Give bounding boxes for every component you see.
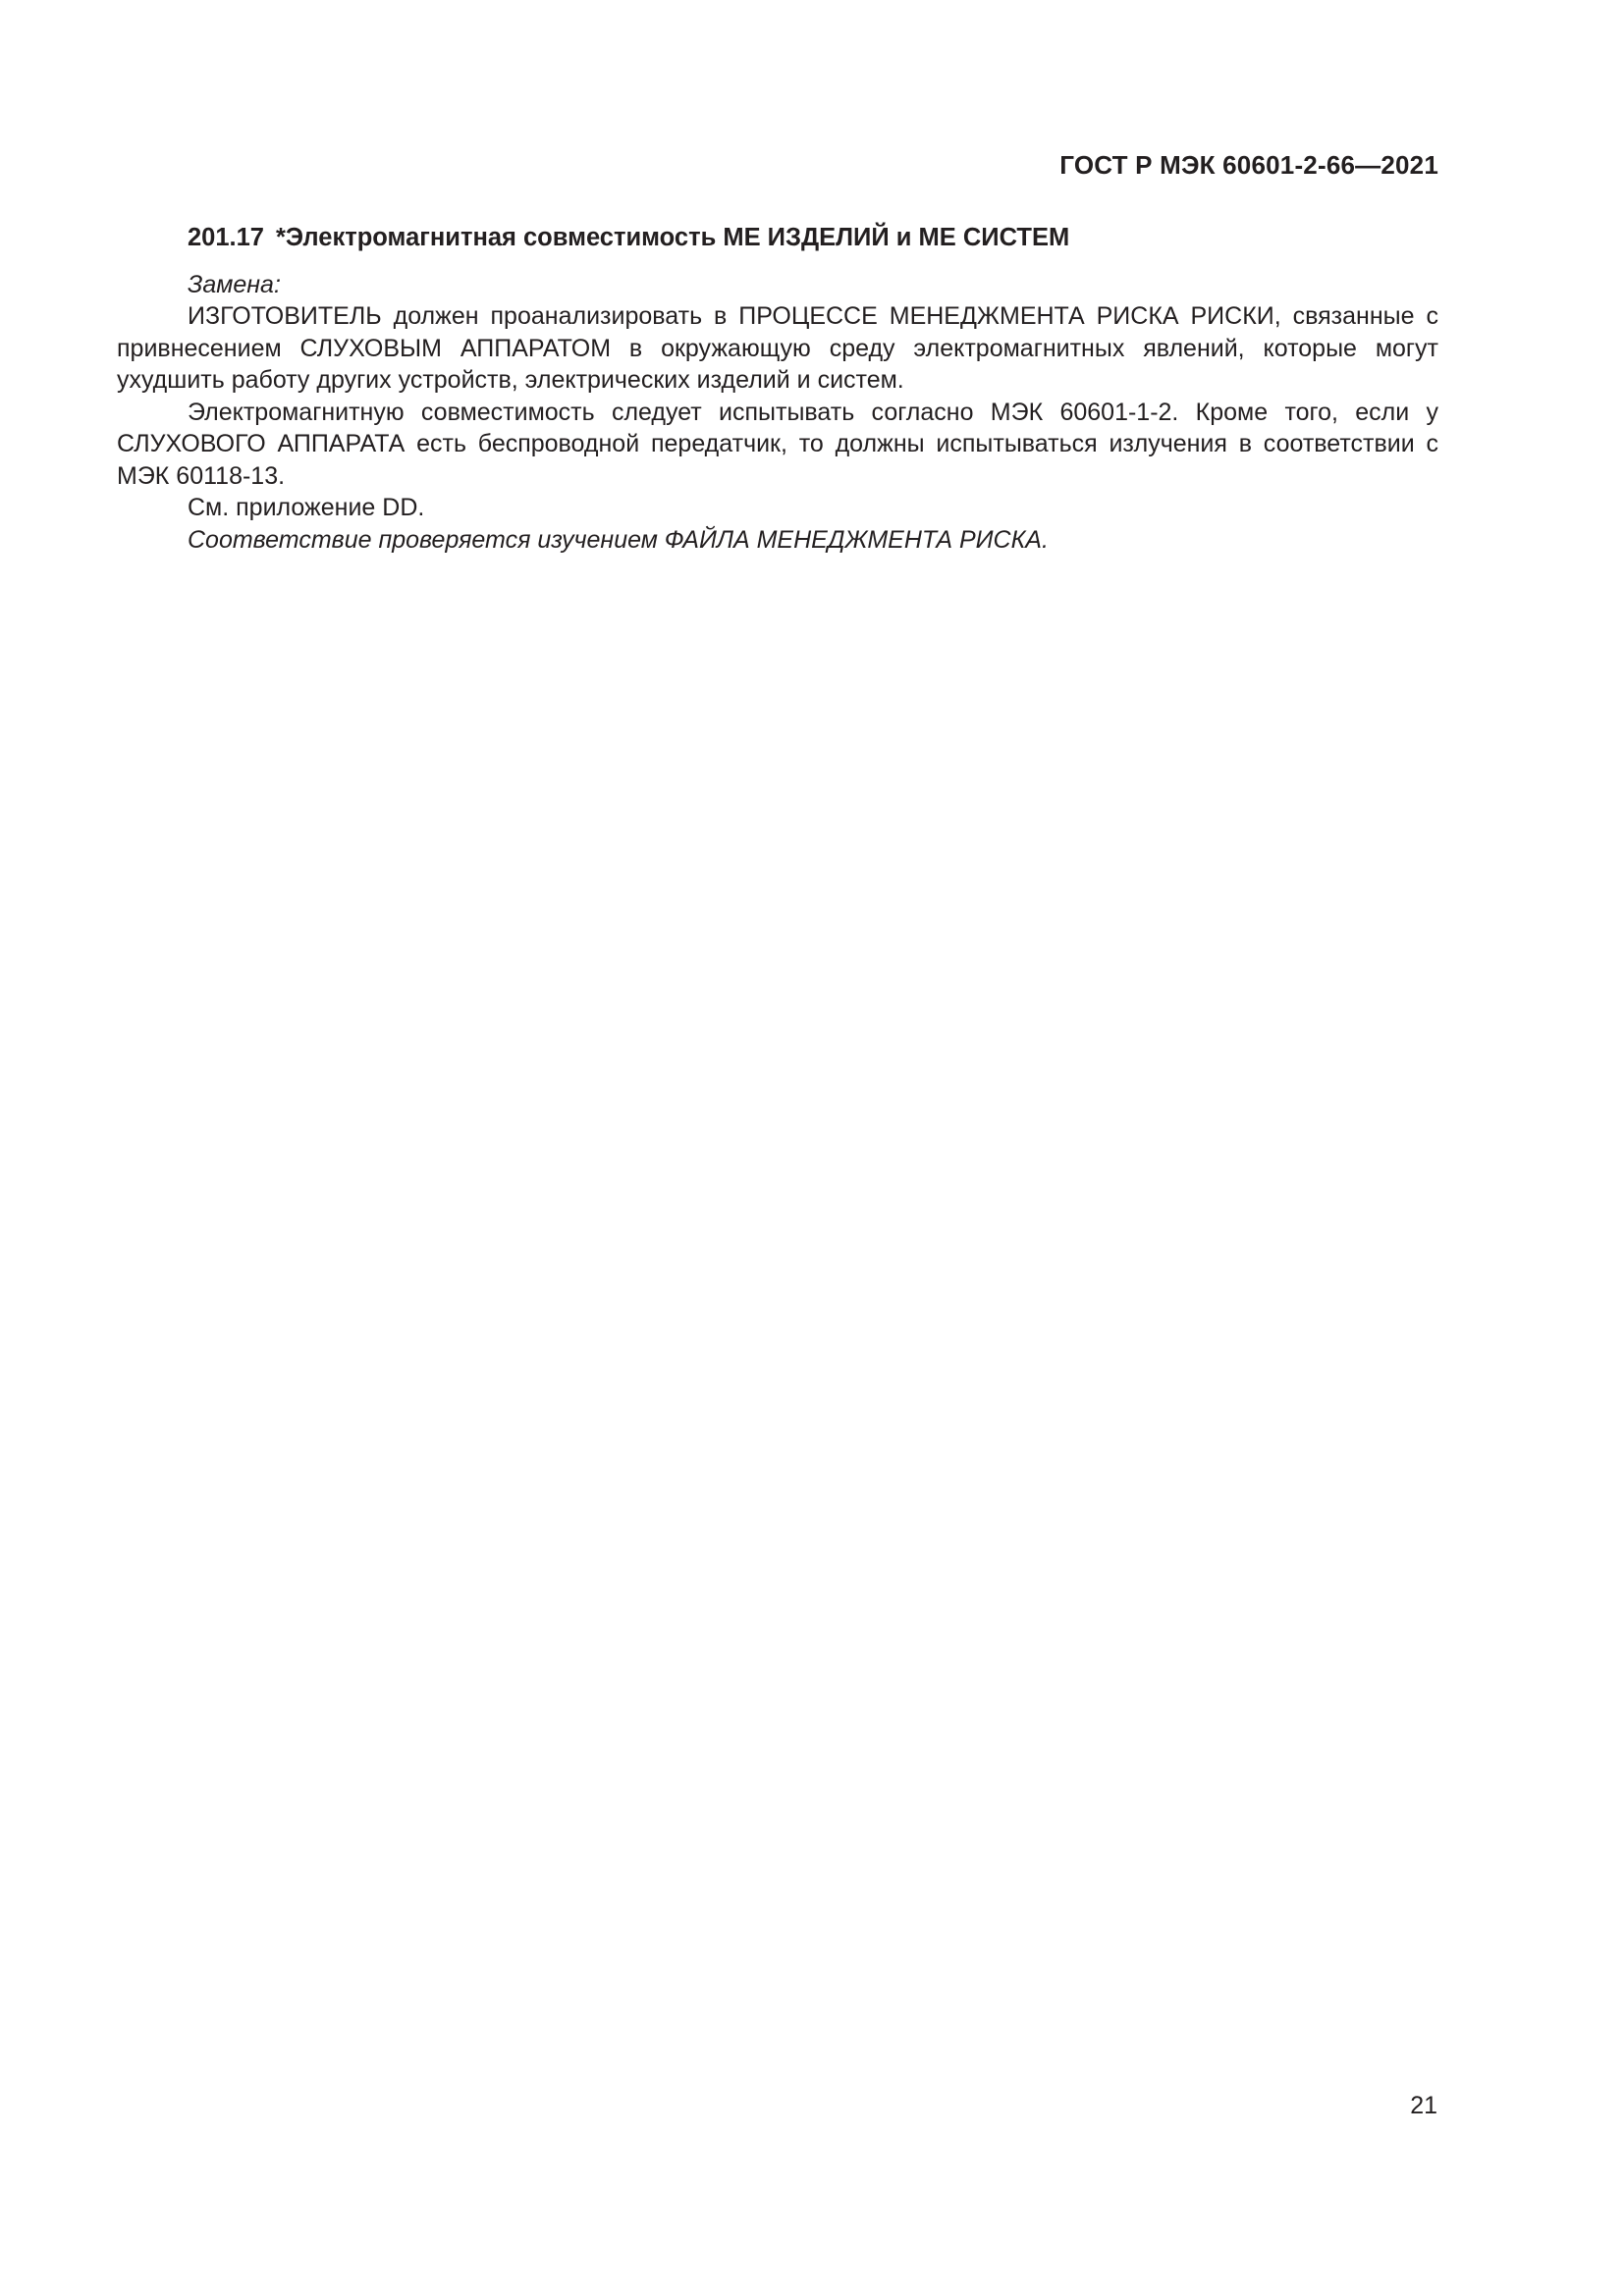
- replacement-label: Замена:: [188, 270, 281, 298]
- paragraph-manufacturer-risk: ИЗГОТОВИТЕЛЬ должен проанализировать в ПРОЦЕССЕ МЕНЕДЖМЕНТА РИСКА РИСКИ, связанные с привнесением СЛУХОВЫМ АППАРАТОМ в окружающую среду электромагнитных явлений, которые могут ухудшить работу других устройств, электрических изделий и систем.: [117, 302, 1438, 394]
- page-content: [117, 222, 1438, 556]
- section-title: *Электромагнитная совместимость МЕ ИЗДЕЛИЙ и МЕ СИСТЕМ: [276, 224, 1070, 251]
- compliance-note: Соответствие проверяется изучением ФАЙЛА МЕНЕДЖМЕНТА РИСКА.: [188, 525, 1049, 554]
- standard-header: ГОСТ Р МЭК 60601-2-66—2021: [1059, 150, 1438, 180]
- section-heading: [188, 222, 1438, 254]
- section-number: 201.17: [188, 224, 264, 251]
- page-number: 21: [1410, 2092, 1437, 2119]
- paragraph-emc-testing: Электромагнитную совместимость следует испытывать согласно МЭК 60601-1-2. Кроме того, если у СЛУХОВОГО АППАРАТА есть беспроводной передатчик, то должны испытываться излучения в соответствии с МЭК 60118-13.: [117, 398, 1438, 490]
- paragraph-annex-reference: См. приложение DD.: [188, 494, 425, 521]
